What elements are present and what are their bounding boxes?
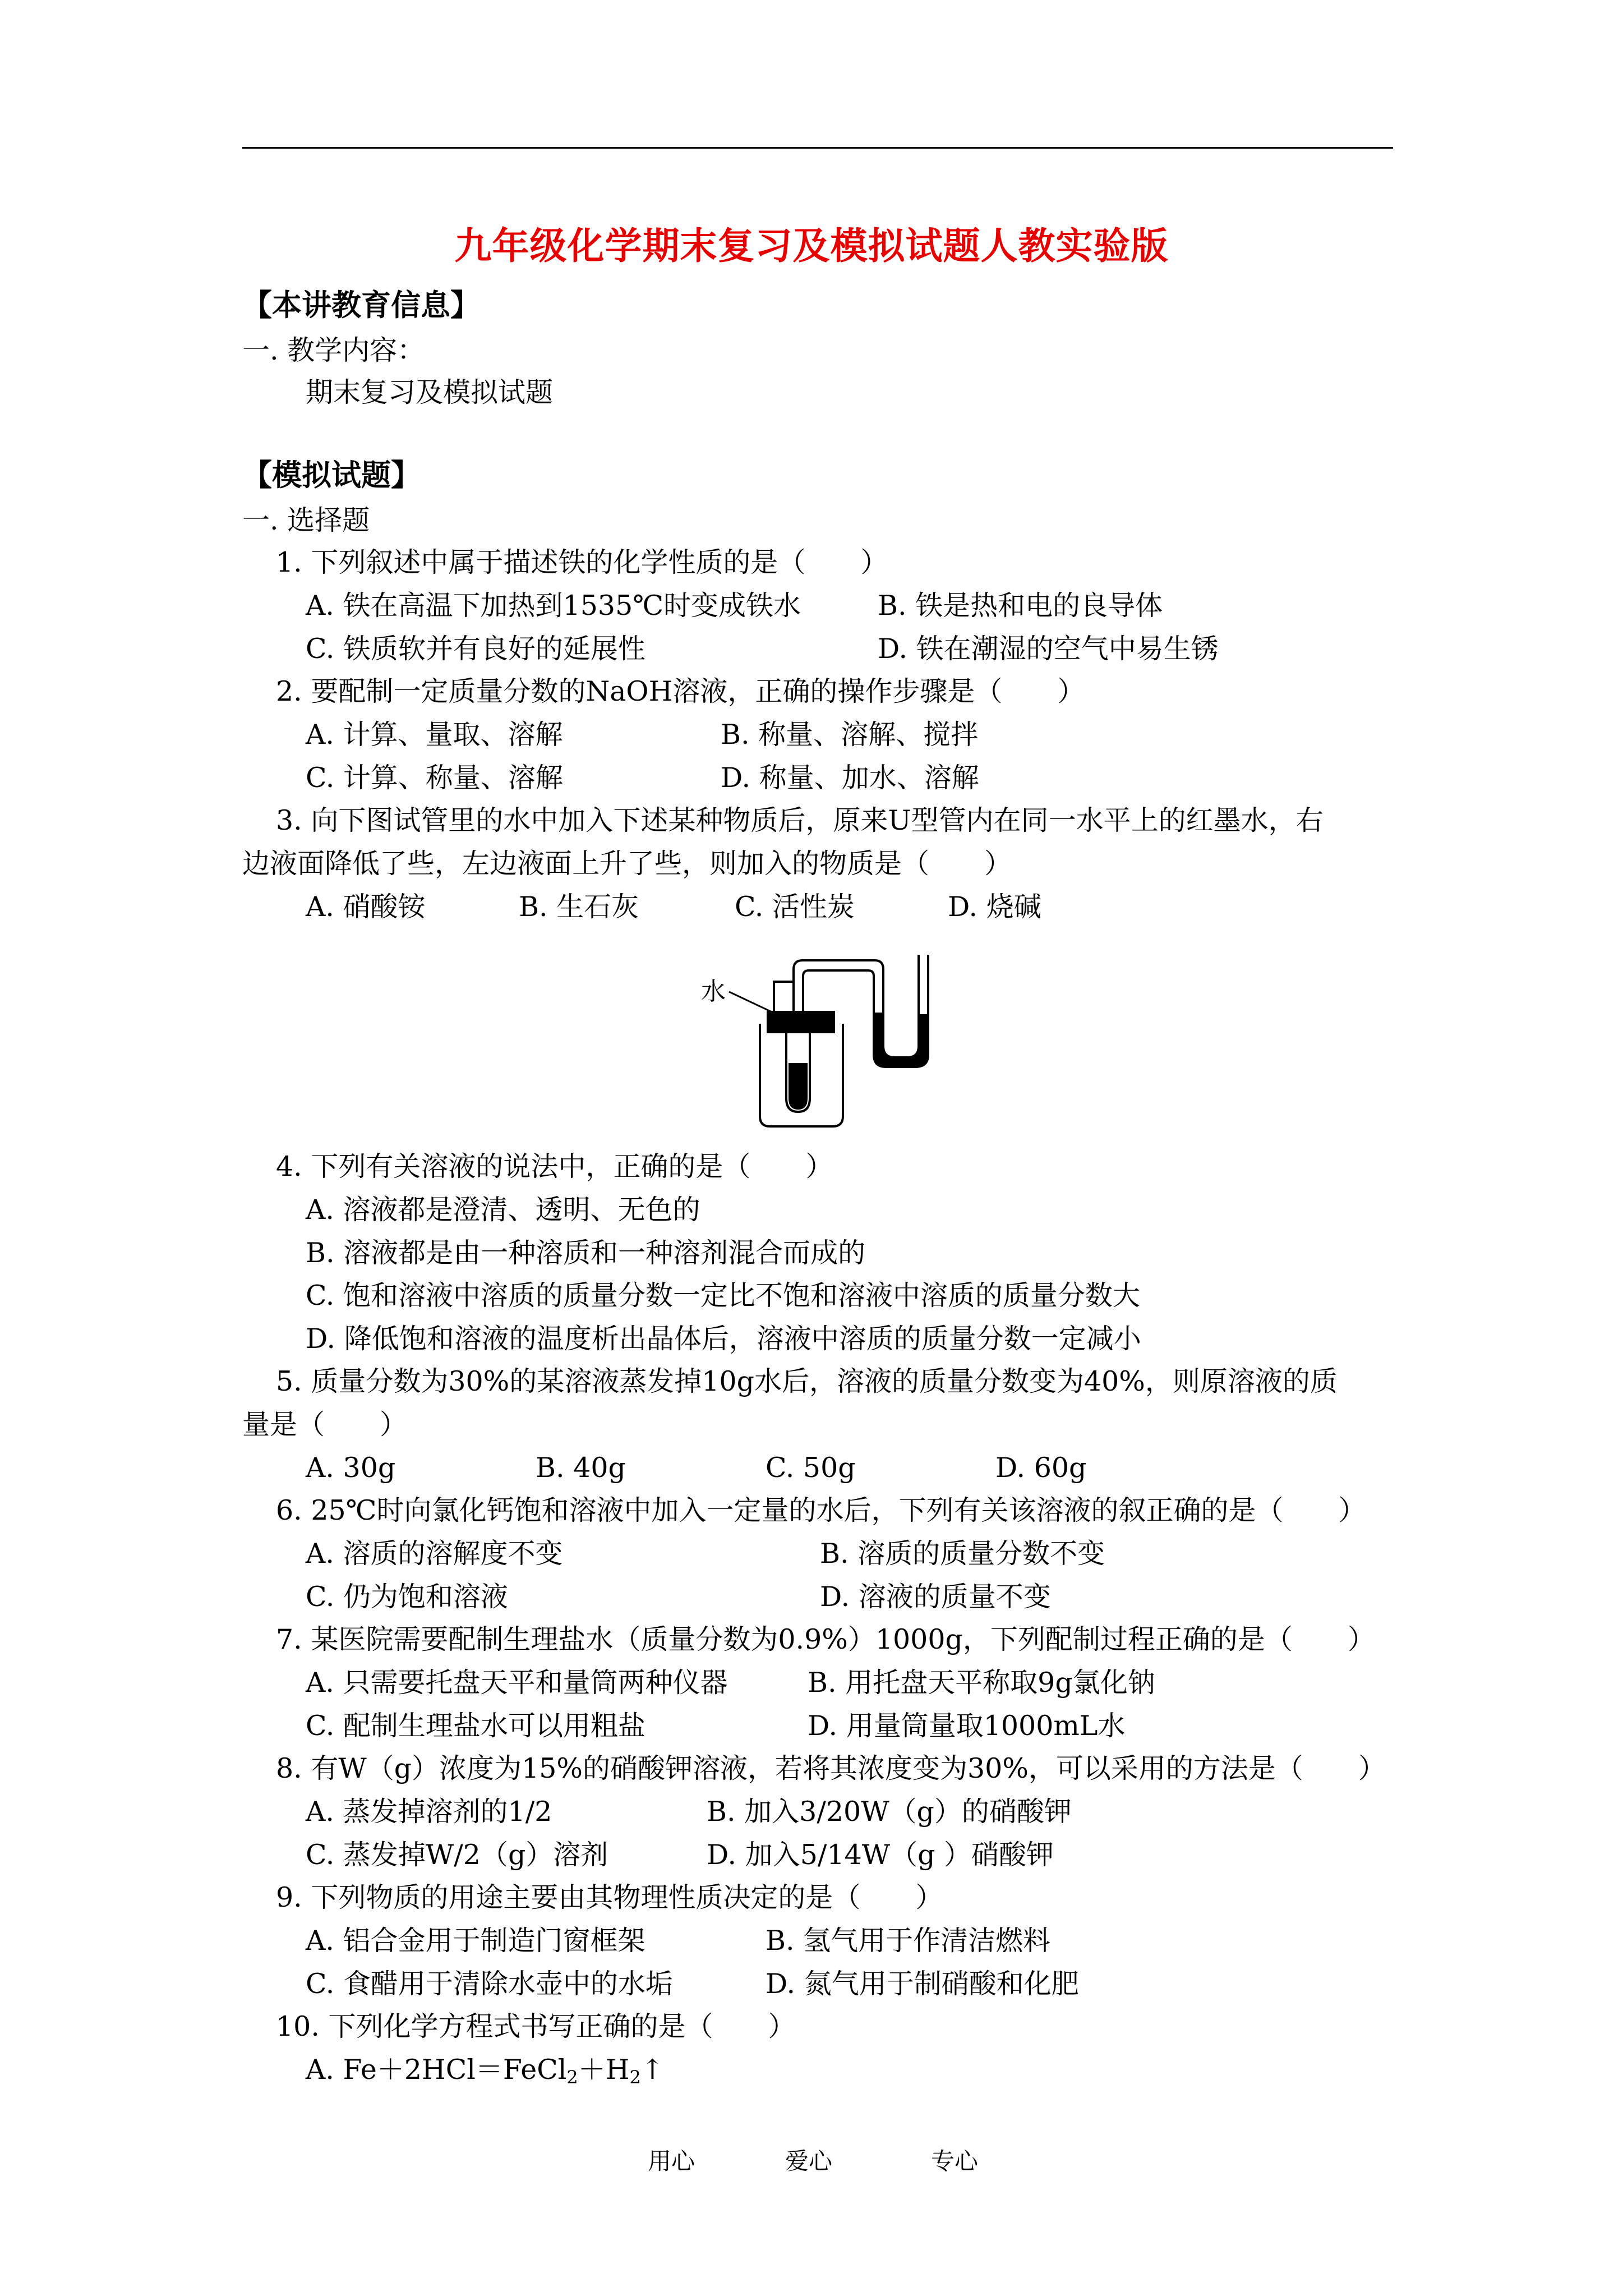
apparatus-diagram (690, 948, 942, 1133)
question-5-stem-line2: 量是（ ） (242, 1409, 408, 1441)
question-8-option-a: A. 蒸发掉溶剂的1/2 (306, 1796, 552, 1828)
question-7-option-d: D. 用量筒量取1000mL水 (808, 1710, 1126, 1742)
gas-arrow: ↑ (640, 2054, 664, 2086)
water-label: 水 (701, 977, 726, 1006)
question-6-stem: 6. 25℃时向氯化钙饱和溶液中加入一定量的水后，下列有关该溶液的叙正确的是（ ） (276, 1494, 1366, 1526)
question-6-option-c: C. 仍为饱和溶液 (306, 1581, 508, 1613)
question-4-option-d: D. 降低饱和溶液的温度析出晶体后，溶液中溶质的质量分数一定减小 (306, 1323, 1141, 1355)
footer-right: 专心 (931, 2147, 979, 2175)
header-rule (242, 147, 1393, 149)
teaching-content-label: 一. 教学内容： (242, 334, 425, 366)
question-3-option-b: B. 生石灰 (519, 891, 639, 923)
question-5-option-b: B. 40g (536, 1452, 626, 1484)
section-heading-info: 【本讲教育信息】 (242, 288, 480, 323)
question-9-option-d: D. 氮气用于制硝酸和化肥 (766, 1968, 1079, 2000)
equation-part-1: A. Fe＋2HCl＝FeCl (306, 2054, 567, 2086)
question-3-option-a: A. 硝酸铵 (306, 891, 426, 923)
question-1-option-a: A. 铁在高温下加热到1535℃时变成铁水 (306, 590, 801, 622)
question-4-option-a: A. 溶液都是澄清、透明、无色的 (306, 1194, 700, 1226)
footer-middle: 爱心 (785, 2147, 833, 2175)
question-9-option-c: C. 食醋用于清除水壶中的水垢 (306, 1968, 673, 2000)
question-7-stem: 7. 某医院需要配制生理盐水（质量分数为0.9%）1000g，下列配制过程正确的是（ ） (276, 1623, 1375, 1655)
question-3-stem-line1: 3. 向下图试管里的水中加入下述某种物质后，原来U型管内在同一水平上的红墨水，右 (276, 804, 1324, 836)
equation-part-2: ＋H (578, 2054, 630, 2086)
question-4-option-c: C. 饱和溶液中溶质的质量分数一定比不饱和溶液中溶质的质量分数大 (306, 1280, 1140, 1312)
footer-left: 用心 (648, 2147, 695, 2175)
question-2-option-b: B. 称量、溶解、搅拌 (721, 719, 979, 751)
question-1-option-c: C. 铁质软并有良好的延展性 (306, 633, 645, 665)
question-3-stem-line2: 边液面降低了些，左边液面上升了些，则加入的物质是（ ） (242, 848, 1012, 880)
question-7-option-c: C. 配制生理盐水可以用粗盐 (306, 1710, 645, 1742)
question-9-option-b: B. 氢气用于作清洁燃料 (766, 1925, 1051, 1957)
page-title: 九年级化学期末复习及模拟试题人教实验版 (454, 224, 1169, 268)
question-2-option-a: A. 计算、量取、溶解 (306, 719, 563, 751)
question-8-option-d: D. 加入5/14W（g ）硝酸钾 (707, 1839, 1054, 1871)
question-2-option-c: C. 计算、称量、溶解 (306, 762, 563, 794)
question-3-option-d: D. 烧碱 (948, 891, 1041, 923)
question-7-option-b: B. 用托盘天平称取9g氯化钠 (808, 1667, 1155, 1699)
question-7-option-a: A. 只需要托盘天平和量筒两种仪器 (306, 1667, 728, 1699)
question-6-option-a: A. 溶质的溶解度不变 (306, 1538, 563, 1570)
question-8-option-b: B. 加入3/20W（g）的硝酸钾 (707, 1796, 1072, 1828)
question-1-stem: 1. 下列叙述中属于描述铁的化学性质的是（ ） (276, 546, 888, 578)
question-1-option-b: B. 铁是热和电的良导体 (878, 590, 1163, 622)
question-2-option-d: D. 称量、加水、溶解 (721, 762, 979, 794)
question-5-stem-line1: 5. 质量分数为30%的某溶液蒸发掉10g水后，溶液的质量分数变为40%，则原溶液的质 (276, 1365, 1338, 1397)
question-8-option-c: C. 蒸发掉W/2（g）溶剂 (306, 1839, 608, 1871)
question-5-option-d: D. 60g (995, 1452, 1087, 1484)
question-9-stem: 9. 下列物质的用途主要由其物理性质决定的是（ ） (276, 1881, 943, 1913)
question-8-stem: 8. 有W（g）浓度为15%的硝酸钾溶液，若将其浓度变为30%，可以采用的方法是（ ） (276, 1752, 1386, 1784)
teaching-content-text: 期末复习及模拟试题 (306, 376, 554, 408)
question-3-option-c: C. 活性炭 (735, 891, 855, 923)
question-4-stem: 4. 下列有关溶液的说法中，正确的是（ ） (276, 1151, 833, 1182)
question-5-option-c: C. 50g (766, 1452, 856, 1484)
part-heading-choice: 一. 选择题 (242, 504, 370, 536)
equation-subscript-1: 2 (566, 2067, 578, 2088)
equation-subscript-2: 2 (629, 2067, 641, 2088)
section-heading-test: 【模拟试题】 (242, 458, 421, 493)
question-5-option-a: A. 30g (306, 1452, 396, 1484)
question-2-stem: 2. 要配制一定质量分数的NaOH溶液，正确的操作步骤是（ ） (276, 675, 1085, 707)
question-10-stem: 10. 下列化学方程式书写正确的是（ ） (276, 2010, 796, 2042)
question-6-option-b: B. 溶质的质量分数不变 (820, 1538, 1105, 1570)
question-4-option-b: B. 溶液都是由一种溶质和一种溶剂混合而成的 (306, 1237, 866, 1269)
question-9-option-a: A. 铝合金用于制造门窗框架 (306, 1925, 645, 1957)
question-6-option-d: D. 溶液的质量不变 (820, 1581, 1051, 1613)
u-tube-apparatus-figure (690, 948, 942, 1133)
question-10-option-a (306, 2053, 664, 2094)
question-1-option-d: D. 铁在潮湿的空气中易生锈 (878, 633, 1219, 665)
